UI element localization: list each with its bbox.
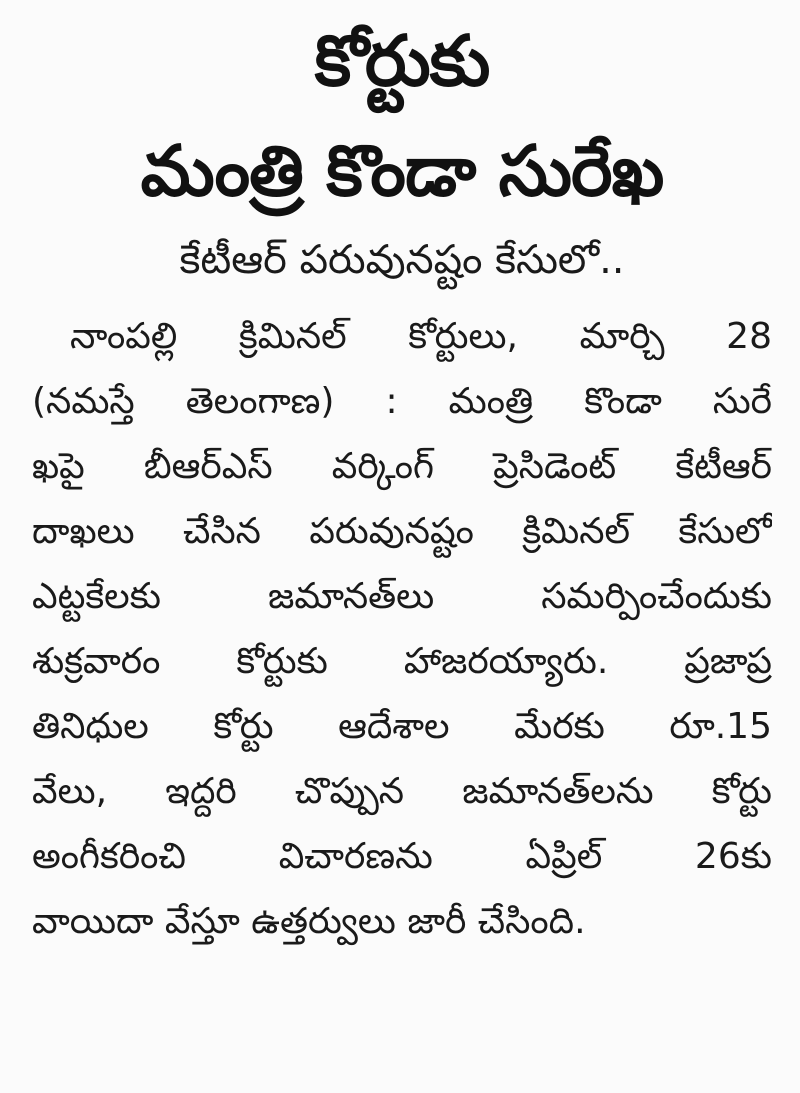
headline-line: కోర్టుకు <box>314 20 490 102</box>
dateline-line: నాంపల్లి క్రిమినల్ కోర్టులు, మార్చి 28 <box>70 316 772 357</box>
headline-line: మంత్రి కొండా సురేఖ <box>140 130 664 212</box>
body-line: వాయిదా వేస్తూ ఉత్తర్వులు జారీ చేసింది. <box>32 901 586 942</box>
body-line: తినిధుల కోర్టు ఆదేశాల మేరకు రూ.15 <box>32 706 772 747</box>
body-line: వేలు, ఇద్దరి చొప్పున జమానత్‌లను కోర్టు <box>32 771 772 812</box>
body-line: (నమస్తే తెలంగాణ) : మంత్రి కొండా సురే <box>32 381 772 422</box>
body-line: అంగీకరించి విచారణను ఏప్రిల్ 26కు <box>32 836 772 877</box>
article-body <box>32 304 772 954</box>
body-line: శుక్రవారం కోర్టుకు హాజరయ్యారు. ప్రజాప్ర <box>32 641 772 682</box>
subheadline: కేటీఆర్ పరువునష్టం కేసులో.. <box>179 237 625 283</box>
body-line: ఎట్టకేలకు జమానత్‌లు సమర్పించేందుకు <box>32 576 772 617</box>
body-line: దాఖలు చేసిన పరువునష్టం క్రిమినల్ కేసులో <box>32 511 772 552</box>
headline <box>32 0 772 226</box>
body-line: ఖపై బీఆర్ఎస్ వర్కింగ్ ప్రెసిడెంట్ కేటీఆర్ <box>32 446 772 487</box>
